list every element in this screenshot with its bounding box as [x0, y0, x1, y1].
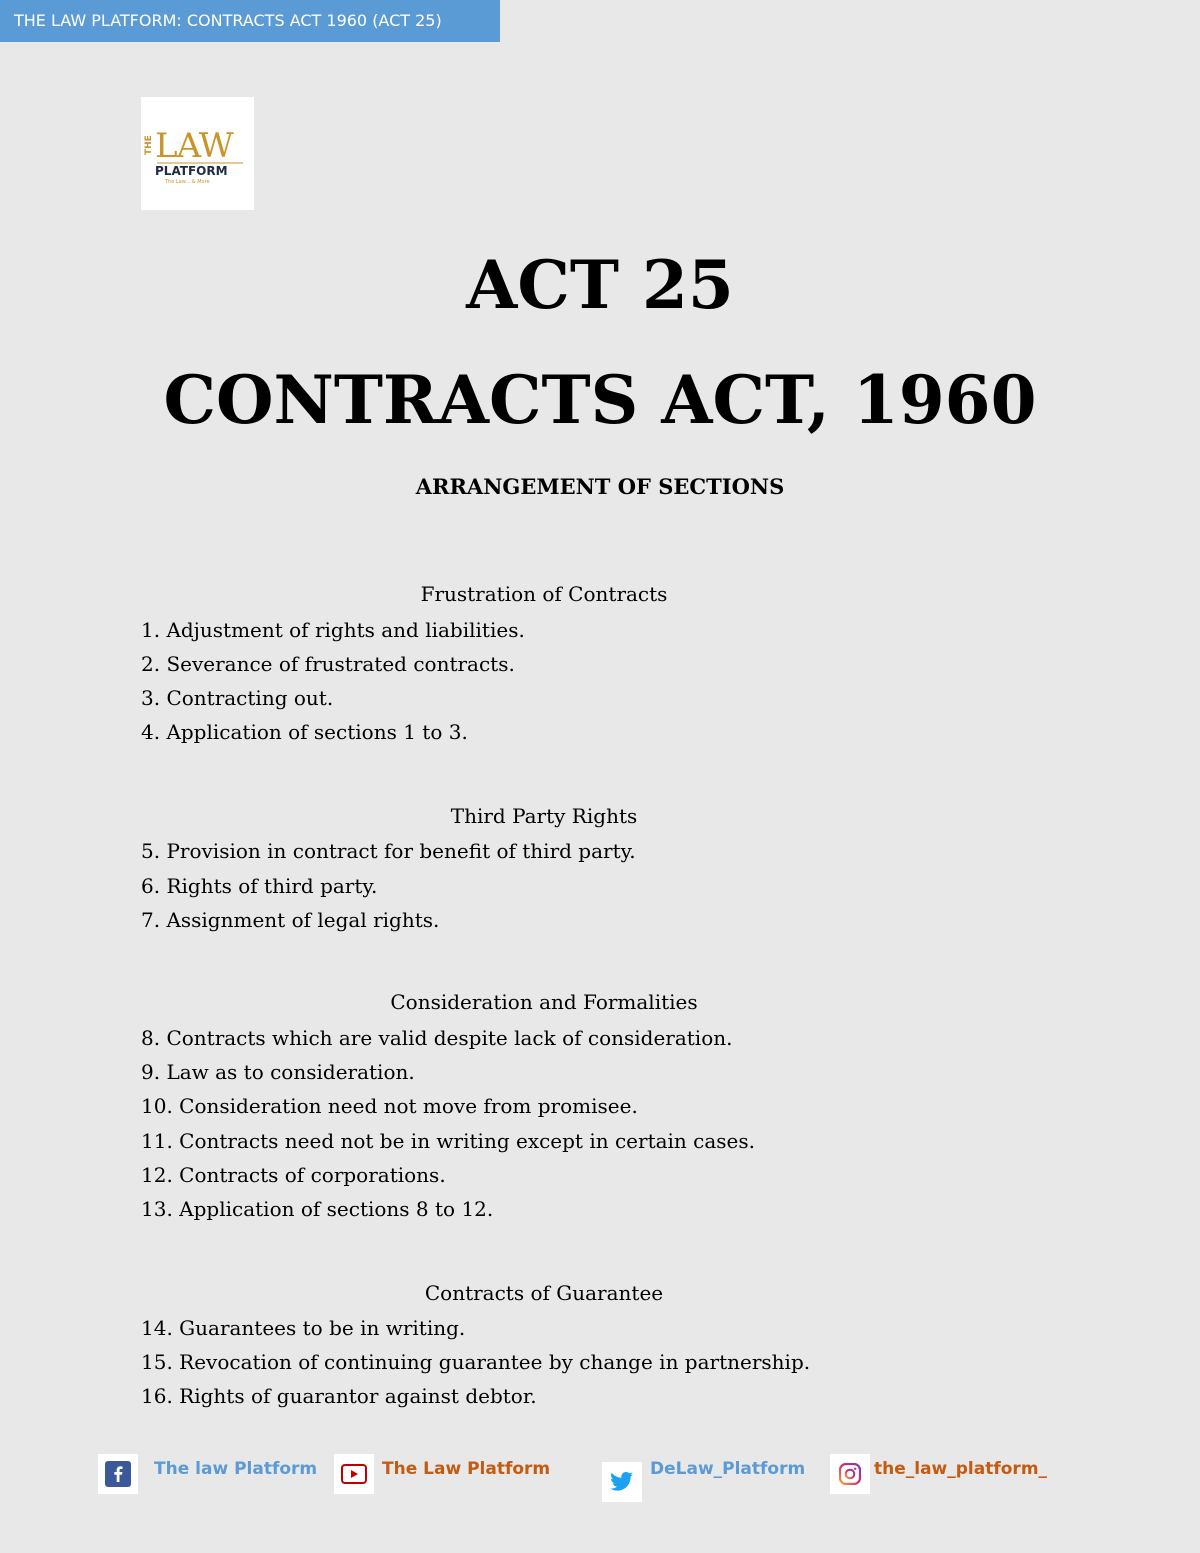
arrangement-subtitle: ARRANGEMENT OF SECTIONS	[415, 474, 785, 499]
section-item: 13. Application of sections 8 to 12.	[141, 1197, 494, 1221]
header-tab	[0, 0, 500, 42]
facebook-label: The law Platform	[154, 1459, 318, 1479]
section-item: 1. Adjustment of rights and liabilities.	[141, 618, 525, 642]
part-heading-third-party: Third Party Rights	[450, 804, 638, 828]
section-item: 3. Contracting out.	[141, 686, 334, 710]
logo-graphic	[141, 97, 254, 210]
twitter-link[interactable]	[602, 1454, 805, 1494]
section-item: 10. Consideration need not move from promisee.	[141, 1094, 638, 1118]
instagram-link[interactable]	[830, 1454, 1047, 1494]
part-heading-guarantee: Contracts of Guarantee	[424, 1281, 664, 1305]
youtube-icon	[334, 1454, 374, 1494]
header-tab-text: THE LAW PLATFORM: CONTRACTS ACT 1960 (ACT 25)	[14, 11, 442, 30]
facebook-icon	[98, 1454, 138, 1494]
section-item: 2. Severance of frustrated contracts.	[141, 652, 515, 676]
section-item: 7. Assignment of legal rights.	[141, 908, 440, 932]
section-item: 16. Rights of guarantor against debtor.	[141, 1384, 537, 1408]
youtube-label: The Law Platform	[382, 1459, 551, 1479]
section-item: 12. Contracts of corporations.	[141, 1163, 446, 1187]
youtube-link[interactable]	[334, 1454, 550, 1494]
section-item: 6. Rights of third party.	[141, 874, 378, 898]
social-footer	[0, 1454, 1200, 1494]
instagram-label: the_law_platform_	[874, 1459, 1048, 1479]
part-heading-consideration: Consideration and Formalities	[390, 990, 698, 1014]
section-item: 15. Revocation of continuing guarantee by change in partnership.	[141, 1350, 811, 1374]
facebook-link[interactable]	[98, 1454, 317, 1494]
logo-tagline-text: The Law... & More	[165, 179, 210, 185]
section-item: 14. Guarantees to be in writing.	[141, 1316, 466, 1340]
logo-law-text: LAW	[155, 126, 233, 166]
section-item: 9. Law as to consideration.	[141, 1060, 415, 1084]
section-item: 8. Contracts which are valid despite lack of consideration.	[141, 1026, 733, 1050]
instagram-icon	[830, 1454, 870, 1494]
part-heading-frustration: Frustration of Contracts	[420, 582, 668, 606]
law-platform-logo	[141, 97, 254, 210]
act-number-title: ACT 25	[466, 246, 734, 324]
twitter-label: DeLaw_Platform	[650, 1459, 806, 1479]
section-item: 5. Provision in contract for benefit of third party.	[141, 839, 636, 863]
logo-the-text: THE	[144, 135, 154, 155]
act-name-title: CONTRACTS ACT, 1960	[163, 361, 1037, 439]
section-item: 11. Contracts need not be in writing except in certain cases.	[141, 1129, 756, 1153]
logo-platform-text: PLATFORM	[155, 164, 228, 178]
section-item: 4. Application of sections 1 to 3.	[141, 720, 468, 744]
twitter-icon	[602, 1462, 642, 1502]
